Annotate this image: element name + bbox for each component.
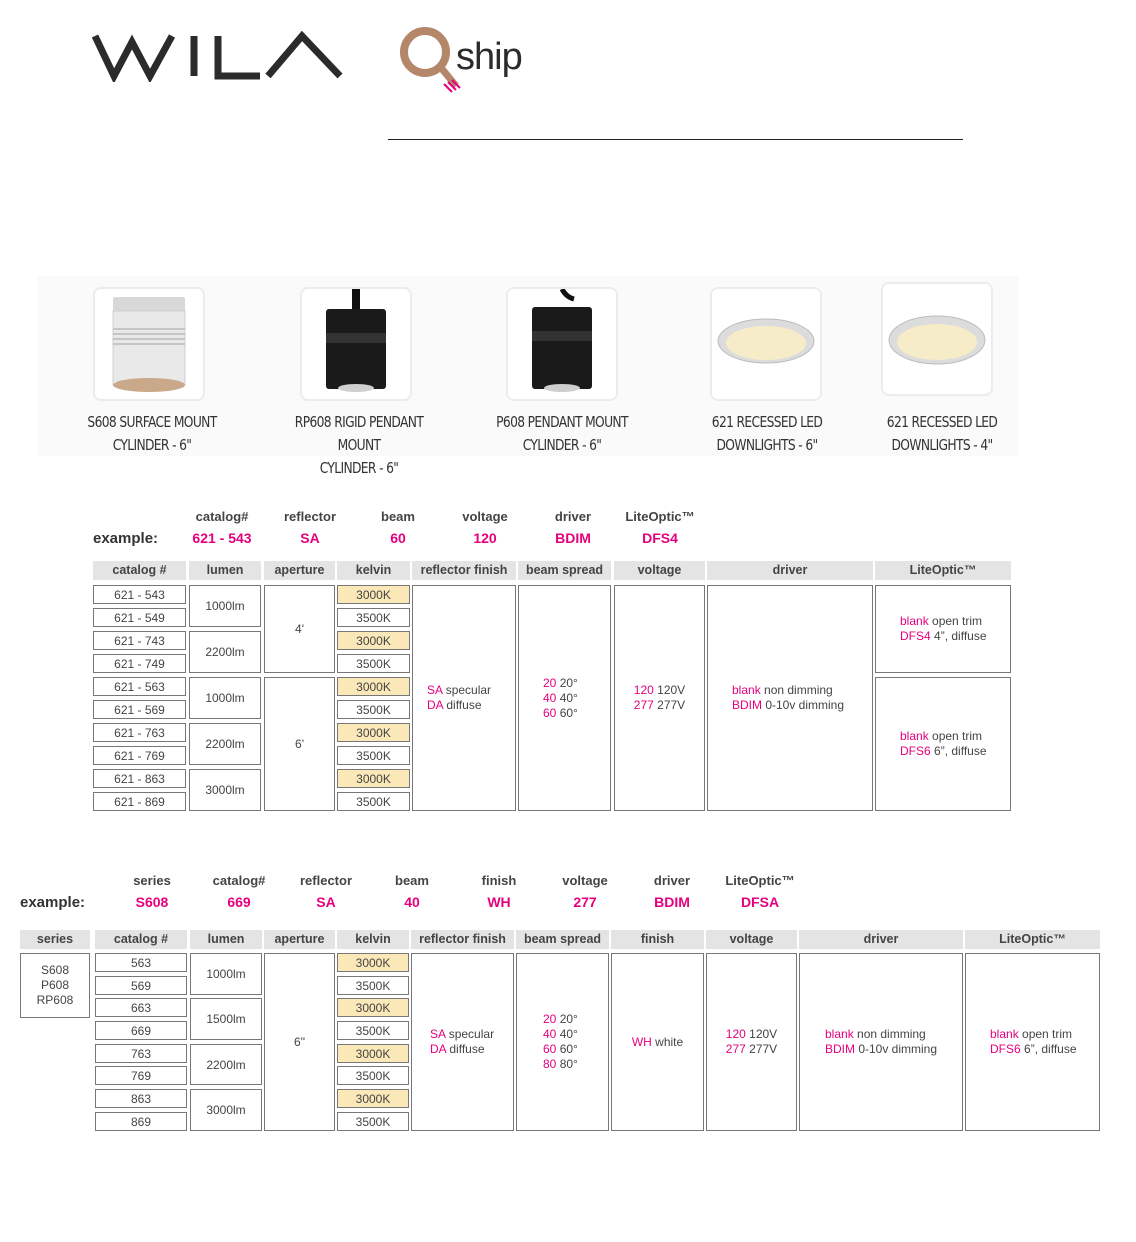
example2-field-name: voltage [562, 873, 608, 888]
table1-header: kelvin [337, 561, 410, 580]
example1-field-value: 120 [473, 530, 497, 546]
table2-header: series [20, 930, 90, 949]
table2-reflector-cell: SA specular DA diffuse [411, 953, 514, 1131]
table1-header: aperture [264, 561, 335, 580]
example2-field-value: 277 [573, 894, 597, 910]
table2-header: aperture [264, 930, 335, 949]
table2-catalog-cell: 763 [95, 1044, 187, 1063]
table2-catalog-cell: 669 [95, 1021, 187, 1040]
example2-field-value: 669 [227, 894, 251, 910]
surface-mount-cylinder-icon [95, 289, 203, 399]
table1-catalog-cell: 621 - 569 [93, 700, 186, 719]
product-thumb-621-6 [710, 287, 822, 401]
example1-field-name: driver [554, 509, 592, 524]
table1-catalog-cell: 621 - 563 [93, 677, 186, 696]
table1-header: beam spread [518, 561, 611, 580]
pendant-mount-icon [508, 289, 616, 399]
table1-catalog-cell: 621 - 749 [93, 654, 186, 673]
table1-kelvin-cell: 3000K [337, 631, 410, 650]
example2-field-name: reflector [299, 873, 353, 888]
table1-catalog-cell: 621 - 769 [93, 746, 186, 765]
table1-aperture-cell: 4' [264, 585, 335, 673]
table1-kelvin-cell: 3500K [337, 654, 410, 673]
table2-header: finish [611, 930, 704, 949]
table2-beam-cell: 20 20° 40 40° 60 60° 80 80° [516, 953, 609, 1131]
table2-kelvin-cell: 3500K [337, 976, 409, 995]
table1-kelvin-cell: 3000K [337, 769, 410, 788]
product-thumb-p608 [506, 287, 618, 401]
table1-catalog-cell: 621 - 863 [93, 769, 186, 788]
table1-header: lumen [189, 561, 261, 580]
table2-series-cell: S608 P608 RP608 [20, 953, 90, 1018]
table2-catalog-cell: 769 [95, 1066, 187, 1085]
example1-field-name: LiteOptic™ [625, 509, 695, 524]
table1-kelvin-cell: 3500K [337, 792, 410, 811]
table2-header: beam spread [516, 930, 609, 949]
example1-field-value: BDIM [555, 530, 591, 546]
example2-field-name: series [133, 873, 171, 888]
example2-field-value: 40 [404, 894, 420, 910]
example1-field-name: voltage [462, 509, 508, 524]
table2-header: reflector finish [411, 930, 514, 949]
table1-kelvin-cell: 3000K [337, 585, 410, 604]
example1-field-value: 621 - 543 [192, 530, 252, 546]
example2-field-name: finish [481, 873, 517, 888]
qship-logo-text: ship [456, 36, 522, 78]
example1-field-value: DFS4 [642, 530, 678, 546]
table2-catalog-cell: 869 [95, 1112, 187, 1131]
table1-beam-cell: 20 20° 40 40° 60 60° [518, 585, 611, 811]
product-thumb-rp608 [300, 287, 412, 401]
table2-aperture-cell: 6" [264, 953, 335, 1131]
example1-field-value: 60 [390, 530, 406, 546]
table1-liteoptic-cell: blank open trim DFS4 4”, diffuse [875, 585, 1011, 673]
example2-label: example: [20, 894, 86, 911]
table1-catalog-cell: 621 - 869 [93, 792, 186, 811]
table1-catalog-cell: 621 - 549 [93, 608, 186, 627]
example1-field-value: SA [300, 530, 320, 546]
product-thumb-621-4 [881, 282, 993, 396]
qship-logo [398, 24, 528, 96]
table2-catalog-cell: 863 [95, 1089, 187, 1108]
table2-lumen-cell: 1500lm [190, 998, 262, 1040]
table1-kelvin-cell: 3500K [337, 700, 410, 719]
table1-catalog-cell: 621 - 763 [93, 723, 186, 742]
table1-lumen-cell: 3000lm [189, 769, 261, 811]
table1-header: reflector finish [412, 561, 516, 580]
example2-field-name: driver [653, 873, 691, 888]
table1-lumen-cell: 2200lm [189, 723, 261, 765]
table2-lumen-cell: 2200lm [190, 1044, 262, 1085]
header-divider [388, 139, 963, 140]
table1-catalog-cell: 621 - 543 [93, 585, 186, 604]
example2-field-name: LiteOptic™ [725, 873, 795, 888]
table1-kelvin-cell: 3500K [337, 608, 410, 627]
table2-catalog-cell: 569 [95, 976, 187, 995]
table1-lumen-cell: 1000lm [189, 677, 261, 719]
example2-field-value: DFSA [740, 894, 780, 910]
table2-finish-cell: WH white [611, 953, 704, 1131]
example2-field-value: WH [487, 894, 511, 910]
example1-label: example: [93, 530, 159, 547]
table1-driver-cell: blank non dimming BDIM 0-10v dimming [707, 585, 873, 811]
product-thumb-s608 [93, 287, 205, 401]
table2-header: LiteOptic™ [965, 930, 1100, 949]
table1-kelvin-cell: 3500K [337, 746, 410, 765]
table1-liteoptic-cell: blank open trim DFS6 6”, diffuse [875, 677, 1011, 811]
table1-kelvin-cell: 3000K [337, 677, 410, 696]
table2-header: catalog # [95, 930, 187, 949]
table2-header: driver [799, 930, 963, 949]
table2-catalog-cell: 563 [95, 953, 187, 972]
example1-field-name: reflector [283, 509, 337, 524]
table2-header: lumen [190, 930, 262, 949]
table2-header: voltage [706, 930, 797, 949]
table2-kelvin-cell: 3500K [337, 1112, 409, 1131]
example1-field-name: beam [381, 509, 415, 524]
table1-header: driver [707, 561, 873, 580]
recessed-downlight-icon [712, 289, 820, 399]
table1-header: voltage [614, 561, 705, 580]
table1-kelvin-cell: 3000K [337, 723, 410, 742]
table2-kelvin-cell: 3000K [337, 953, 409, 972]
example2-field-value: SA [316, 894, 336, 910]
table1-lumen-cell: 2200lm [189, 631, 261, 673]
table2-voltage-cell: 120 120V 277 277V [706, 953, 797, 1131]
table1-aperture-cell: 6' [264, 677, 335, 811]
table2-kelvin-cell: 3500K [337, 1021, 409, 1040]
wila-logo [92, 30, 348, 82]
product-caption-621-4: 621 RECESSED LED DOWNLIGHTS - 4" [886, 413, 998, 454]
table1-lumen-cell: 1000lm [189, 585, 261, 627]
table2-kelvin-cell: 3000K [337, 998, 409, 1017]
table2-driver-cell: blank non dimming BDIM 0-10v dimming [799, 953, 963, 1131]
recessed-downlight-small-icon [883, 284, 991, 394]
product-caption-p608: P608 PENDANT MOUNT CYLINDER - 6" [496, 413, 628, 454]
example2-field-value: S608 [135, 894, 169, 910]
example2-field-value: BDIM [654, 894, 690, 910]
table1-header: LiteOptic™ [875, 561, 1011, 580]
example2-field-name: catalog# [212, 873, 266, 888]
table2-kelvin-cell: 3000K [337, 1089, 409, 1108]
product-caption-rp608: RP608 RIGID PENDANT MOUNT CYLINDER - 6" [294, 413, 424, 477]
table1-voltage-cell: 120 120V 277 277V [614, 585, 705, 811]
table2-kelvin-cell: 3500K [337, 1066, 409, 1085]
table1-header: catalog # [93, 561, 186, 580]
table2-header: kelvin [337, 930, 409, 949]
example2-field-name: beam [395, 873, 429, 888]
table2-kelvin-cell: 3000K [337, 1044, 409, 1063]
table2-catalog-cell: 663 [95, 998, 187, 1017]
table2-lumen-cell: 1000lm [190, 953, 262, 995]
table2-lumen-cell: 3000lm [190, 1089, 262, 1131]
table2-liteoptic-cell: blank open trim DFS6 6”, diffuse [965, 953, 1100, 1131]
table1-reflector-cell: SA specular DA diffuse [412, 585, 516, 811]
table1-catalog-cell: 621 - 743 [93, 631, 186, 650]
product-caption-s608: S608 SURFACE MOUNT CYLINDER - 6" [87, 413, 217, 454]
product-caption-621-6: 621 RECESSED LED DOWNLIGHTS - 6" [711, 413, 823, 454]
example1-field-name: catalog# [195, 509, 249, 524]
rigid-pendant-icon [302, 289, 410, 399]
